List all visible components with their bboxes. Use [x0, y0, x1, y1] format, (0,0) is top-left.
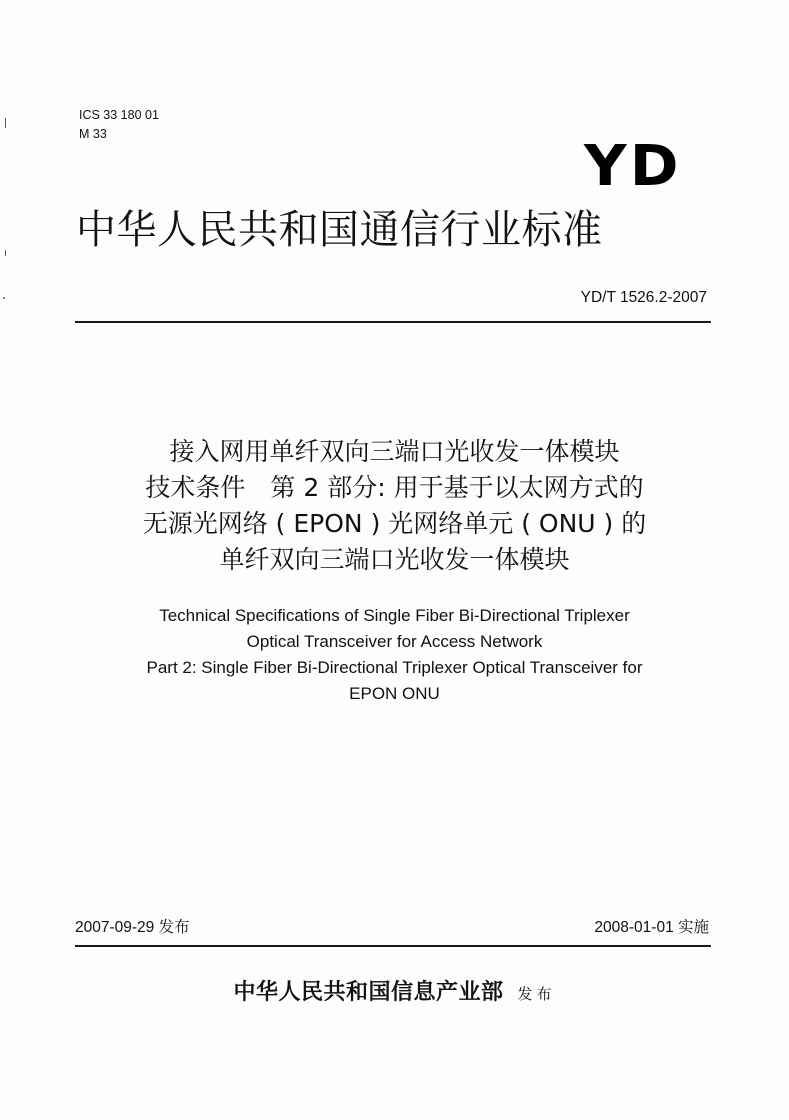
- english-title: [60, 603, 729, 707]
- chinese-title: [60, 434, 729, 578]
- standard-number: YD/T 1526.2-2007: [580, 289, 707, 306]
- header-divider: [75, 321, 711, 323]
- english-title-line: Optical Transceiver for Access Network: [246, 632, 543, 651]
- standard-category-title: 中华人民共和国通信行业标准: [76, 207, 603, 253]
- scan-speck: [3, 297, 5, 299]
- english-title-line: Part 2: Single Fiber Bi-Directional Triplexer Optical Transceiver for: [146, 658, 643, 677]
- yd-logo: YD: [584, 134, 682, 199]
- footer-divider: [75, 945, 711, 947]
- implementation-date: 2008-01-01 实施: [594, 919, 709, 936]
- chinese-title-line: 技术条件 第 2 部分: 用于基于以太网方式的: [145, 473, 644, 502]
- english-title-line: EPON ONU: [349, 684, 440, 703]
- chinese-title-line: 无源光网络 ( EPON ) 光网络单元 ( ONU ) 的: [142, 509, 647, 538]
- issue-date: 2007-09-29 发布: [75, 919, 190, 936]
- classification-codes: [79, 106, 159, 144]
- chinese-title-line: 单纤双向三端口光收发一体模块: [219, 545, 570, 574]
- scan-speck: [5, 118, 6, 128]
- ics-code: ICS 33 180 01: [79, 108, 159, 122]
- ccs-code: M 33: [79, 127, 107, 141]
- publisher-action: 发布: [517, 985, 556, 1003]
- publisher: [0, 975, 789, 1006]
- english-title-line: Technical Specifications of Single Fiber Bi-Directional Triplexer: [159, 606, 630, 625]
- chinese-title-line: 接入网用单纤双向三端口光收发一体模块: [169, 437, 620, 466]
- publisher-name: 中华人民共和国信息产业部: [233, 979, 504, 1005]
- scan-speck: [5, 250, 6, 256]
